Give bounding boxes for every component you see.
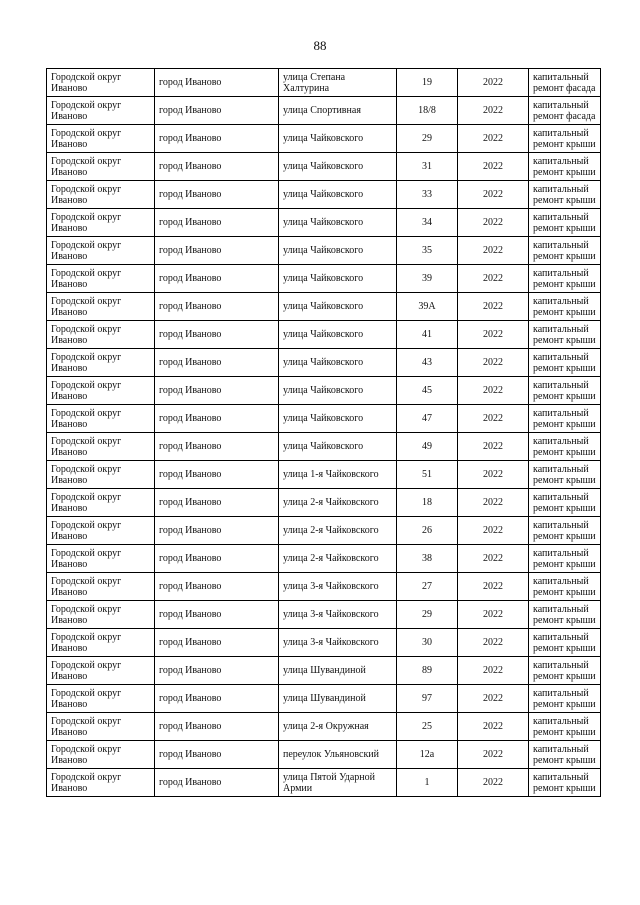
repair-schedule-table — [46, 68, 601, 797]
locality-cell: город Иваново — [155, 293, 279, 321]
street-cell: улица Чайковского — [279, 125, 397, 153]
year-cell: 2022 — [458, 685, 529, 713]
year-cell: 2022 — [458, 293, 529, 321]
work-type-cell: капитальный ремонт крыши — [529, 629, 601, 657]
municipality-cell: Городской округ Иваново — [47, 629, 155, 657]
table-row — [47, 237, 601, 265]
year-cell: 2022 — [458, 153, 529, 181]
locality-cell: город Иваново — [155, 769, 279, 797]
table-row — [47, 741, 601, 769]
locality-cell: город Иваново — [155, 713, 279, 741]
year-cell: 2022 — [458, 601, 529, 629]
work-type-cell: капитальный ремонт крыши — [529, 517, 601, 545]
year-cell: 2022 — [458, 69, 529, 97]
municipality-cell: Городской округ Иваново — [47, 433, 155, 461]
locality-cell: город Иваново — [155, 461, 279, 489]
table-row — [47, 125, 601, 153]
locality-cell: город Иваново — [155, 629, 279, 657]
work-type-cell: капитальный ремонт крыши — [529, 461, 601, 489]
year-cell: 2022 — [458, 629, 529, 657]
street-cell: улица 2-я Чайковского — [279, 517, 397, 545]
house-number-cell: 41 — [397, 321, 458, 349]
work-type-cell: капитальный ремонт крыши — [529, 125, 601, 153]
locality-cell: город Иваново — [155, 209, 279, 237]
table-row — [47, 545, 601, 573]
street-cell: улица Чайковского — [279, 209, 397, 237]
locality-cell: город Иваново — [155, 97, 279, 125]
work-type-cell: капитальный ремонт крыши — [529, 349, 601, 377]
table-row — [47, 153, 601, 181]
table-row — [47, 573, 601, 601]
house-number-cell: 12а — [397, 741, 458, 769]
work-type-cell: капитальный ремонт крыши — [529, 573, 601, 601]
work-type-cell: капитальный ремонт крыши — [529, 153, 601, 181]
work-type-cell: капитальный ремонт крыши — [529, 657, 601, 685]
house-number-cell: 89 — [397, 657, 458, 685]
street-cell: улица Шувандиной — [279, 657, 397, 685]
municipality-cell: Городской округ Иваново — [47, 405, 155, 433]
municipality-cell: Городской округ Иваново — [47, 293, 155, 321]
table-row — [47, 377, 601, 405]
house-number-cell: 30 — [397, 629, 458, 657]
house-number-cell: 35 — [397, 237, 458, 265]
house-number-cell: 38 — [397, 545, 458, 573]
year-cell: 2022 — [458, 657, 529, 685]
year-cell: 2022 — [458, 545, 529, 573]
street-cell: улица 3-я Чайковского — [279, 629, 397, 657]
year-cell: 2022 — [458, 181, 529, 209]
locality-cell: город Иваново — [155, 433, 279, 461]
table-body — [47, 69, 601, 797]
municipality-cell: Городской округ Иваново — [47, 769, 155, 797]
year-cell: 2022 — [458, 461, 529, 489]
house-number-cell: 18 — [397, 489, 458, 517]
locality-cell: город Иваново — [155, 545, 279, 573]
locality-cell: город Иваново — [155, 321, 279, 349]
municipality-cell: Городской округ Иваново — [47, 237, 155, 265]
street-cell: улица 3-я Чайковского — [279, 601, 397, 629]
street-cell: улица Чайковского — [279, 153, 397, 181]
work-type-cell: капитальный ремонт крыши — [529, 377, 601, 405]
house-number-cell: 29 — [397, 125, 458, 153]
locality-cell: город Иваново — [155, 573, 279, 601]
year-cell: 2022 — [458, 517, 529, 545]
municipality-cell: Городской округ Иваново — [47, 125, 155, 153]
work-type-cell: капитальный ремонт крыши — [529, 321, 601, 349]
work-type-cell: капитальный ремонт крыши — [529, 601, 601, 629]
work-type-cell: капитальный ремонт крыши — [529, 405, 601, 433]
year-cell: 2022 — [458, 405, 529, 433]
year-cell: 2022 — [458, 97, 529, 125]
year-cell: 2022 — [458, 433, 529, 461]
table-row — [47, 349, 601, 377]
locality-cell: город Иваново — [155, 517, 279, 545]
municipality-cell: Городской округ Иваново — [47, 545, 155, 573]
municipality-cell: Городской округ Иваново — [47, 685, 155, 713]
street-cell: улица Чайковского — [279, 377, 397, 405]
table-row — [47, 69, 601, 97]
house-number-cell: 18/8 — [397, 97, 458, 125]
house-number-cell: 39 — [397, 265, 458, 293]
table-row — [47, 265, 601, 293]
work-type-cell: капитальный ремонт крыши — [529, 433, 601, 461]
locality-cell: город Иваново — [155, 377, 279, 405]
street-cell: улица Чайковского — [279, 181, 397, 209]
street-cell: улица 3-я Чайковского — [279, 573, 397, 601]
work-type-cell: капитальный ремонт крыши — [529, 769, 601, 797]
house-number-cell: 97 — [397, 685, 458, 713]
municipality-cell: Городской округ Иваново — [47, 573, 155, 601]
year-cell: 2022 — [458, 349, 529, 377]
work-type-cell: капитальный ремонт фасада — [529, 69, 601, 97]
municipality-cell: Городской округ Иваново — [47, 461, 155, 489]
street-cell: улица Чайковского — [279, 265, 397, 293]
work-type-cell: капитальный ремонт фасада — [529, 97, 601, 125]
locality-cell: город Иваново — [155, 125, 279, 153]
street-cell: улица 2-я Окружная — [279, 713, 397, 741]
street-cell: улица Пятой Ударной Армии — [279, 769, 397, 797]
street-cell: улица 2-я Чайковского — [279, 545, 397, 573]
municipality-cell: Городской округ Иваново — [47, 349, 155, 377]
year-cell: 2022 — [458, 377, 529, 405]
municipality-cell: Городской округ Иваново — [47, 713, 155, 741]
house-number-cell: 43 — [397, 349, 458, 377]
year-cell: 2022 — [458, 321, 529, 349]
street-cell: улица Чайковского — [279, 405, 397, 433]
locality-cell: город Иваново — [155, 349, 279, 377]
year-cell: 2022 — [458, 741, 529, 769]
street-cell: улица 1-я Чайковского — [279, 461, 397, 489]
municipality-cell: Городской округ Иваново — [47, 209, 155, 237]
street-cell: улица Степана Халтурина — [279, 69, 397, 97]
municipality-cell: Городской округ Иваново — [47, 517, 155, 545]
locality-cell: город Иваново — [155, 237, 279, 265]
work-type-cell: капитальный ремонт крыши — [529, 237, 601, 265]
house-number-cell: 25 — [397, 713, 458, 741]
table-row — [47, 657, 601, 685]
locality-cell: город Иваново — [155, 685, 279, 713]
municipality-cell: Городской округ Иваново — [47, 181, 155, 209]
street-cell: улица Спортивная — [279, 97, 397, 125]
table-row — [47, 293, 601, 321]
municipality-cell: Городской округ Иваново — [47, 657, 155, 685]
street-cell: улица Чайковского — [279, 237, 397, 265]
work-type-cell: капитальный ремонт крыши — [529, 685, 601, 713]
street-cell: улица 2-я Чайковского — [279, 489, 397, 517]
street-cell: улица Чайковского — [279, 293, 397, 321]
locality-cell: город Иваново — [155, 181, 279, 209]
year-cell: 2022 — [458, 489, 529, 517]
work-type-cell: капитальный ремонт крыши — [529, 265, 601, 293]
year-cell: 2022 — [458, 265, 529, 293]
street-cell: улица Шувандиной — [279, 685, 397, 713]
year-cell: 2022 — [458, 237, 529, 265]
year-cell: 2022 — [458, 713, 529, 741]
table-row — [47, 461, 601, 489]
work-type-cell: капитальный ремонт крыши — [529, 713, 601, 741]
locality-cell: город Иваново — [155, 601, 279, 629]
locality-cell: город Иваново — [155, 265, 279, 293]
municipality-cell: Городской округ Иваново — [47, 489, 155, 517]
table-row — [47, 713, 601, 741]
house-number-cell: 26 — [397, 517, 458, 545]
locality-cell: город Иваново — [155, 153, 279, 181]
house-number-cell: 33 — [397, 181, 458, 209]
street-cell: улица Чайковского — [279, 349, 397, 377]
work-type-cell: капитальный ремонт крыши — [529, 545, 601, 573]
house-number-cell: 39А — [397, 293, 458, 321]
locality-cell: город Иваново — [155, 405, 279, 433]
municipality-cell: Городской округ Иваново — [47, 265, 155, 293]
house-number-cell: 45 — [397, 377, 458, 405]
table-row — [47, 405, 601, 433]
house-number-cell: 49 — [397, 433, 458, 461]
year-cell: 2022 — [458, 573, 529, 601]
locality-cell: город Иваново — [155, 69, 279, 97]
table-row — [47, 685, 601, 713]
house-number-cell: 51 — [397, 461, 458, 489]
table-row — [47, 769, 601, 797]
work-type-cell: капитальный ремонт крыши — [529, 181, 601, 209]
locality-cell: город Иваново — [155, 657, 279, 685]
table-row — [47, 181, 601, 209]
page-number: 88 — [313, 38, 327, 53]
house-number-cell: 31 — [397, 153, 458, 181]
table-row — [47, 629, 601, 657]
locality-cell: город Иваново — [155, 489, 279, 517]
street-cell: улица Чайковского — [279, 433, 397, 461]
table-row — [47, 433, 601, 461]
house-number-cell: 27 — [397, 573, 458, 601]
work-type-cell: капитальный ремонт крыши — [529, 489, 601, 517]
house-number-cell: 34 — [397, 209, 458, 237]
year-cell: 2022 — [458, 209, 529, 237]
house-number-cell: 47 — [397, 405, 458, 433]
locality-cell: город Иваново — [155, 741, 279, 769]
table-row — [47, 601, 601, 629]
municipality-cell: Городской округ Иваново — [47, 741, 155, 769]
table-row — [47, 321, 601, 349]
work-type-cell: капитальный ремонт крыши — [529, 741, 601, 769]
table-row — [47, 209, 601, 237]
work-type-cell: капитальный ремонт крыши — [529, 209, 601, 237]
municipality-cell: Городской округ Иваново — [47, 153, 155, 181]
table-row — [47, 97, 601, 125]
municipality-cell: Городской округ Иваново — [47, 321, 155, 349]
year-cell: 2022 — [458, 769, 529, 797]
house-number-cell: 29 — [397, 601, 458, 629]
table-row — [47, 517, 601, 545]
work-type-cell: капитальный ремонт крыши — [529, 293, 601, 321]
house-number-cell: 1 — [397, 769, 458, 797]
house-number-cell: 19 — [397, 69, 458, 97]
street-cell: улица Чайковского — [279, 321, 397, 349]
municipality-cell: Городской округ Иваново — [47, 601, 155, 629]
municipality-cell: Городской округ Иваново — [47, 69, 155, 97]
year-cell: 2022 — [458, 125, 529, 153]
municipality-cell: Городской округ Иваново — [47, 377, 155, 405]
street-cell: переулок Ульяновский — [279, 741, 397, 769]
table-row — [47, 489, 601, 517]
municipality-cell: Городской округ Иваново — [47, 97, 155, 125]
